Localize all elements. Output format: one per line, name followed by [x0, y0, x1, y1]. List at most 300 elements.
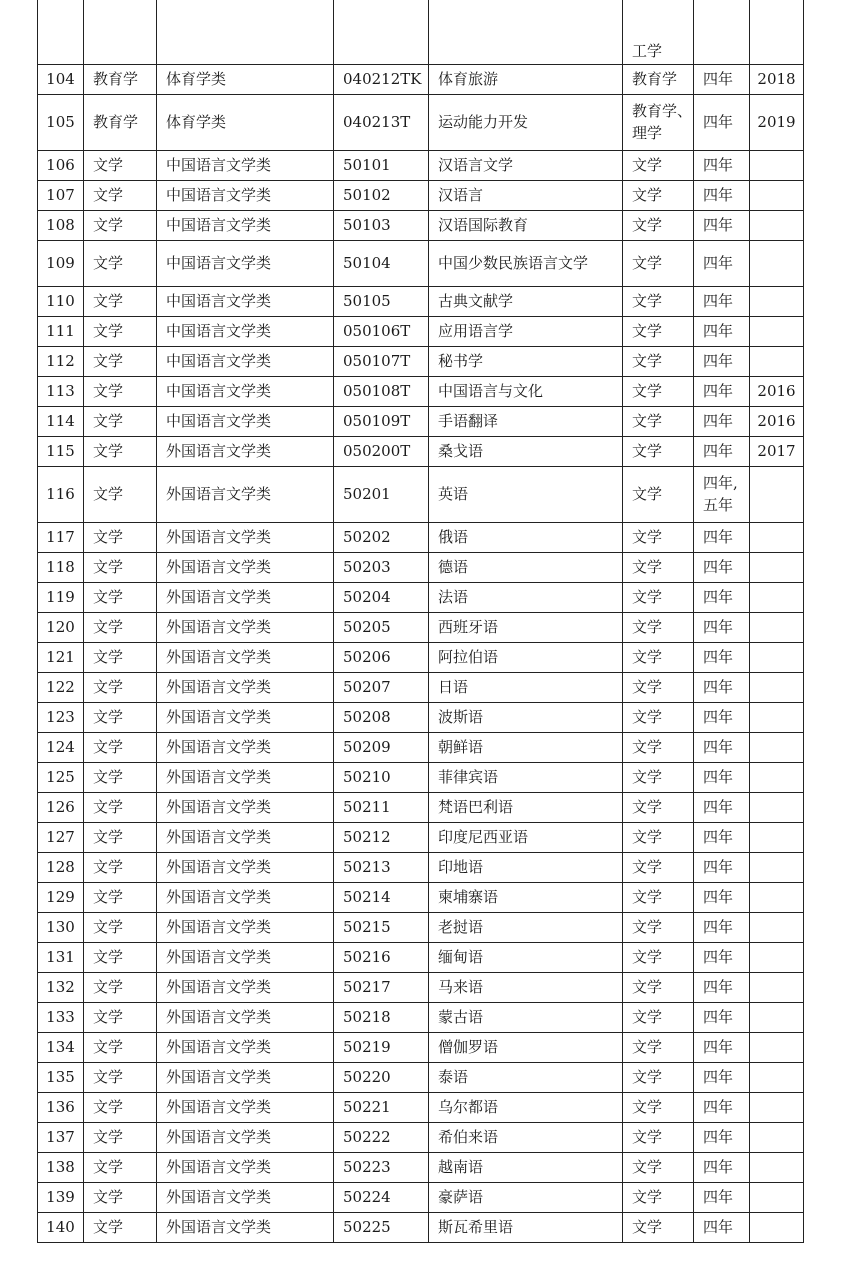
- cell-no: 109: [38, 240, 84, 286]
- cell-major: 蒙古语: [429, 1002, 623, 1032]
- cell-code: 50204: [334, 582, 429, 612]
- cell-field: 文学: [84, 702, 157, 732]
- cell-field: 文学: [84, 286, 157, 316]
- cell-category: 外国语言文学类: [157, 466, 334, 522]
- cell-years: 四年: [694, 1182, 750, 1212]
- cell-added-year: [750, 552, 804, 582]
- cell-years: 四年: [694, 376, 750, 406]
- cell-code: 50207: [334, 672, 429, 702]
- cell-years: 四年: [694, 1062, 750, 1092]
- cell-category: 中国语言文学类: [157, 316, 334, 346]
- table-row: [38, 1152, 804, 1182]
- cell-no: 125: [38, 762, 84, 792]
- cell-degree: 文学: [623, 702, 694, 732]
- cell-major: 老挝语: [429, 912, 623, 942]
- cell-category: 外国语言文学类: [157, 762, 334, 792]
- table-row: [38, 180, 804, 210]
- cell-added-year: [750, 882, 804, 912]
- cell-degree: 文学: [623, 1152, 694, 1182]
- cell-code: 50217: [334, 972, 429, 1002]
- table-row: [38, 822, 804, 852]
- cell-degree: 文学: [623, 286, 694, 316]
- cell-code: 50214: [334, 882, 429, 912]
- cell-category: 外国语言文学类: [157, 1182, 334, 1212]
- cell-no: 136: [38, 1092, 84, 1122]
- cell-major: 汉语言文学: [429, 150, 623, 180]
- cell-added-year: [750, 672, 804, 702]
- cell-degree: 文学: [623, 882, 694, 912]
- cell-no: 117: [38, 522, 84, 552]
- cell-added-year: [750, 612, 804, 642]
- cell-no: 134: [38, 1032, 84, 1062]
- cell-added-year: [750, 852, 804, 882]
- cell-degree: 文学: [623, 316, 694, 346]
- cell-code: 50103: [334, 210, 429, 240]
- cell-code: 50201: [334, 466, 429, 522]
- cell-major: 希伯来语: [429, 1122, 623, 1152]
- cell-field: 文学: [84, 732, 157, 762]
- majors-table: [37, 0, 804, 1243]
- cell-field: 文学: [84, 582, 157, 612]
- cell-added-year: [750, 466, 804, 522]
- cell-degree: 文学: [623, 1122, 694, 1152]
- cell-category: 体育学类: [157, 64, 334, 94]
- cell-field: 文学: [84, 1062, 157, 1092]
- cell-field: 文学: [84, 1212, 157, 1242]
- cell-added-year: [750, 210, 804, 240]
- cell-field: 文学: [84, 792, 157, 822]
- cell-category: 外国语言文学类: [157, 942, 334, 972]
- cell-field: 文学: [84, 1122, 157, 1152]
- cell-added-year: 2017: [750, 436, 804, 466]
- cell-years: 四年: [694, 1002, 750, 1032]
- table-row: [38, 1212, 804, 1242]
- cell-added-year: 2019: [750, 94, 804, 150]
- cell-major: 桑戈语: [429, 436, 623, 466]
- cell-no: 131: [38, 942, 84, 972]
- cell-added-year: [750, 642, 804, 672]
- cell-degree: 教育学: [623, 64, 694, 94]
- cell-added-year: [750, 1002, 804, 1032]
- table-row: [38, 642, 804, 672]
- cell-no: 114: [38, 406, 84, 436]
- cell-added-year: [750, 1032, 804, 1062]
- cell-code: [334, 0, 429, 64]
- cell-added-year: [750, 792, 804, 822]
- cell-no: 111: [38, 316, 84, 346]
- cell-code: 50223: [334, 1152, 429, 1182]
- cell-category: 外国语言文学类: [157, 1062, 334, 1092]
- cell-category: 中国语言文学类: [157, 286, 334, 316]
- cell-category: 外国语言文学类: [157, 1152, 334, 1182]
- cell-major: 应用语言学: [429, 316, 623, 346]
- cell-degree: 文学: [623, 240, 694, 286]
- cell-years: 四年: [694, 942, 750, 972]
- cell-years: 四年: [694, 612, 750, 642]
- cell-years: 四年: [694, 822, 750, 852]
- cell-field: 文学: [84, 436, 157, 466]
- cell-code: 50220: [334, 1062, 429, 1092]
- cell-added-year: [750, 732, 804, 762]
- cell-category: 外国语言文学类: [157, 522, 334, 552]
- cell-field: 文学: [84, 912, 157, 942]
- table-row: [38, 376, 804, 406]
- cell-category: 外国语言文学类: [157, 582, 334, 612]
- cell-code: 50211: [334, 792, 429, 822]
- cell-category: 外国语言文学类: [157, 822, 334, 852]
- cell-field: 文学: [84, 406, 157, 436]
- cell-category: 外国语言文学类: [157, 612, 334, 642]
- cell-no: 112: [38, 346, 84, 376]
- cell-added-year: [750, 1122, 804, 1152]
- cell-code: 50203: [334, 552, 429, 582]
- table-row: [38, 94, 804, 150]
- cell-no: 116: [38, 466, 84, 522]
- cell-major: 日语: [429, 672, 623, 702]
- cell-added-year: 2016: [750, 376, 804, 406]
- cell-major: 运动能力开发: [429, 94, 623, 150]
- cell-field: 文学: [84, 1032, 157, 1062]
- cell-field: 文学: [84, 376, 157, 406]
- cell-field: 文学: [84, 882, 157, 912]
- cell-years: 四年: [694, 672, 750, 702]
- cell-years: 四年: [694, 792, 750, 822]
- cell-major: 缅甸语: [429, 942, 623, 972]
- cell-no: 115: [38, 436, 84, 466]
- cell-field: 文学: [84, 612, 157, 642]
- cell-no: 129: [38, 882, 84, 912]
- cell-added-year: [750, 582, 804, 612]
- cell-category: 外国语言文学类: [157, 552, 334, 582]
- table-row: [38, 1092, 804, 1122]
- cell-no: 140: [38, 1212, 84, 1242]
- cell-major: 德语: [429, 552, 623, 582]
- cell-code: 50212: [334, 822, 429, 852]
- cell-years: 四年: [694, 210, 750, 240]
- cell-degree: 文学: [623, 612, 694, 642]
- cell-degree: 文学: [623, 852, 694, 882]
- cell-category: 中国语言文学类: [157, 376, 334, 406]
- cell-degree: 文学: [623, 466, 694, 522]
- cell-added-year: [750, 912, 804, 942]
- cell-field: 文学: [84, 822, 157, 852]
- cell-major: 古典文献学: [429, 286, 623, 316]
- cell-code: 50218: [334, 1002, 429, 1032]
- table-row: [38, 316, 804, 346]
- cell-added-year: [750, 942, 804, 972]
- table-row: [38, 912, 804, 942]
- cell-no: 105: [38, 94, 84, 150]
- cell-major: 阿拉伯语: [429, 642, 623, 672]
- cell-no: 124: [38, 732, 84, 762]
- cell-category: 中国语言文学类: [157, 240, 334, 286]
- cell-category: 外国语言文学类: [157, 672, 334, 702]
- cell-field: 文学: [84, 1152, 157, 1182]
- cell-years: 四年: [694, 702, 750, 732]
- cell-code: 50221: [334, 1092, 429, 1122]
- cell-category: 外国语言文学类: [157, 912, 334, 942]
- cell-code: 50209: [334, 732, 429, 762]
- cell-added-year: [750, 1152, 804, 1182]
- cell-years: 四年: [694, 1092, 750, 1122]
- cell-major: [429, 0, 623, 64]
- table-row: [38, 466, 804, 522]
- cell-years: 四年: [694, 522, 750, 552]
- cell-major: 西班牙语: [429, 612, 623, 642]
- table-row: [38, 732, 804, 762]
- cell-no: 130: [38, 912, 84, 942]
- cell-no: 106: [38, 150, 84, 180]
- cell-field: 文学: [84, 552, 157, 582]
- cell-no: 113: [38, 376, 84, 406]
- cell-degree: 工学: [623, 0, 694, 64]
- cell-degree: 文学: [623, 210, 694, 240]
- cell-code: 050109T: [334, 406, 429, 436]
- cell-years: 四年: [694, 1212, 750, 1242]
- table-row: [38, 702, 804, 732]
- cell-no: 133: [38, 1002, 84, 1032]
- cell-degree: 文学: [623, 1032, 694, 1062]
- cell-field: 文学: [84, 240, 157, 286]
- cell-no: 122: [38, 672, 84, 702]
- cell-field: 文学: [84, 346, 157, 376]
- cell-degree: 文学: [623, 732, 694, 762]
- cell-years: 四年: [694, 150, 750, 180]
- cell-code: 050106T: [334, 316, 429, 346]
- cell-no: 138: [38, 1152, 84, 1182]
- cell-added-year: [750, 822, 804, 852]
- cell-major: 中国语言与文化: [429, 376, 623, 406]
- table-row: [38, 1122, 804, 1152]
- cell-years: 四年: [694, 64, 750, 94]
- cell-field: 文学: [84, 210, 157, 240]
- cell-field: 文学: [84, 672, 157, 702]
- cell-code: 50208: [334, 702, 429, 732]
- cell-category: 外国语言文学类: [157, 1122, 334, 1152]
- cell-category: 外国语言文学类: [157, 1212, 334, 1242]
- cell-degree-line: 理学: [632, 124, 663, 142]
- table-row: [38, 672, 804, 702]
- cell-category: [157, 0, 334, 64]
- cell-field: 文学: [84, 642, 157, 672]
- cell-code: 50216: [334, 942, 429, 972]
- cell-added-year: [750, 1092, 804, 1122]
- table-row: [38, 286, 804, 316]
- cell-major: 乌尔都语: [429, 1092, 623, 1122]
- cell-years: 四年: [694, 436, 750, 466]
- cell-code: 050108T: [334, 376, 429, 406]
- cell-code: 50102: [334, 180, 429, 210]
- cell-years: 四年: [694, 762, 750, 792]
- cell-degree: 文学: [623, 972, 694, 1002]
- cell-added-year: 2018: [750, 64, 804, 94]
- cell-category: 外国语言文学类: [157, 702, 334, 732]
- cell-years: 四年: [694, 552, 750, 582]
- table-row: [38, 1182, 804, 1212]
- cell-degree: 文学: [623, 642, 694, 672]
- cell-major: 越南语: [429, 1152, 623, 1182]
- cell-field: [84, 0, 157, 64]
- cell-major: 英语: [429, 466, 623, 522]
- cell-degree: 文学: [623, 346, 694, 376]
- cell-no: 110: [38, 286, 84, 316]
- cell-degree: 文学: [623, 792, 694, 822]
- cell-years: 四年: [694, 346, 750, 376]
- cell-category: 中国语言文学类: [157, 406, 334, 436]
- table-row: [38, 882, 804, 912]
- cell-no: 128: [38, 852, 84, 882]
- cell-category: 外国语言文学类: [157, 1032, 334, 1062]
- table-row: [38, 240, 804, 286]
- cell-major: 体育旅游: [429, 64, 623, 94]
- cell-major: 手语翻译: [429, 406, 623, 436]
- table-row: [38, 792, 804, 822]
- cell-major: 汉语国际教育: [429, 210, 623, 240]
- cell-major: 梵语巴利语: [429, 792, 623, 822]
- cell-added-year: [750, 286, 804, 316]
- cell-code: 50219: [334, 1032, 429, 1062]
- cell-added-year: [750, 150, 804, 180]
- cell-field: 文学: [84, 1002, 157, 1032]
- cell-no: 132: [38, 972, 84, 1002]
- table-body: [38, 0, 804, 1242]
- cell-years-line: 五年: [703, 496, 734, 514]
- cell-major: 秘书学: [429, 346, 623, 376]
- cell-no: 104: [38, 64, 84, 94]
- cell-category: 外国语言文学类: [157, 642, 334, 672]
- cell-added-year: [750, 1212, 804, 1242]
- cell-years: 四年: [694, 286, 750, 316]
- cell-field: 文学: [84, 316, 157, 346]
- cell-degree: 文学: [623, 672, 694, 702]
- cell-no: 118: [38, 552, 84, 582]
- cell-years: 四年: [694, 240, 750, 286]
- cell-no: [38, 0, 84, 64]
- table-row: [38, 1032, 804, 1062]
- cell-degree: 文学: [623, 762, 694, 792]
- cell-field: 教育学: [84, 94, 157, 150]
- cell-degree: 文学: [623, 1182, 694, 1212]
- cell-category: 外国语言文学类: [157, 882, 334, 912]
- cell-degree: 文学: [623, 180, 694, 210]
- cell-code: 50205: [334, 612, 429, 642]
- cell-degree: 文学: [623, 822, 694, 852]
- cell-category: 外国语言文学类: [157, 436, 334, 466]
- cell-added-year: 2016: [750, 406, 804, 436]
- cell-no: 121: [38, 642, 84, 672]
- cell-field: 文学: [84, 762, 157, 792]
- cell-category: 外国语言文学类: [157, 792, 334, 822]
- table-row: [38, 346, 804, 376]
- cell-category: 中国语言文学类: [157, 150, 334, 180]
- cell-years: 四年: [694, 180, 750, 210]
- table-row: [38, 1062, 804, 1092]
- cell-category: 外国语言文学类: [157, 852, 334, 882]
- table-row: [38, 150, 804, 180]
- cell-major: 菲律宾语: [429, 762, 623, 792]
- cell-added-year: [750, 0, 804, 64]
- cell-no: 127: [38, 822, 84, 852]
- cell-degree: 文学: [623, 406, 694, 436]
- cell-code: 50210: [334, 762, 429, 792]
- cell-years: 四年: [694, 316, 750, 346]
- cell-code: 50224: [334, 1182, 429, 1212]
- cell-category: 体育学类: [157, 94, 334, 150]
- cell-degree: 文学: [623, 942, 694, 972]
- cell-years: 四年: [694, 1122, 750, 1152]
- cell-code: 50225: [334, 1212, 429, 1242]
- cell-code: 50101: [334, 150, 429, 180]
- cell-major: 法语: [429, 582, 623, 612]
- cell-degree: 文学: [623, 912, 694, 942]
- cell-added-year: [750, 972, 804, 1002]
- cell-added-year: [750, 1182, 804, 1212]
- cell-category: 中国语言文学类: [157, 180, 334, 210]
- cell-degree: [623, 94, 694, 150]
- cell-code: 040212TK: [334, 64, 429, 94]
- cell-category: 中国语言文学类: [157, 210, 334, 240]
- cell-no: 135: [38, 1062, 84, 1092]
- cell-added-year: [750, 180, 804, 210]
- cell-years: 四年: [694, 582, 750, 612]
- cell-category: 外国语言文学类: [157, 732, 334, 762]
- cell-no: 120: [38, 612, 84, 642]
- cell-category: 外国语言文学类: [157, 972, 334, 1002]
- cell-field: 文学: [84, 522, 157, 552]
- table-row: [38, 64, 804, 94]
- cell-years: 四年: [694, 732, 750, 762]
- cell-code: 50104: [334, 240, 429, 286]
- cell-no: 119: [38, 582, 84, 612]
- cell-field: 文学: [84, 466, 157, 522]
- cell-degree: 文学: [623, 1002, 694, 1032]
- cell-no: 137: [38, 1122, 84, 1152]
- cell-code: 50215: [334, 912, 429, 942]
- cell-field: 文学: [84, 180, 157, 210]
- cell-major: 僧伽罗语: [429, 1032, 623, 1062]
- cell-field: 文学: [84, 972, 157, 1002]
- table-row: [38, 1002, 804, 1032]
- cell-degree: 文学: [623, 1062, 694, 1092]
- cell-added-year: [750, 702, 804, 732]
- cell-added-year: [750, 1062, 804, 1092]
- cell-code: 040213T: [334, 94, 429, 150]
- cell-no: 139: [38, 1182, 84, 1212]
- cell-code: 050107T: [334, 346, 429, 376]
- cell-degree: 文学: [623, 150, 694, 180]
- cell-years: 四年: [694, 912, 750, 942]
- cell-degree: 文学: [623, 552, 694, 582]
- cell-years: 四年: [694, 1152, 750, 1182]
- table-row: [38, 972, 804, 1002]
- cell-degree: 文学: [623, 1212, 694, 1242]
- cell-major: 俄语: [429, 522, 623, 552]
- cell-years: 四年: [694, 852, 750, 882]
- cell-major: 印度尼西亚语: [429, 822, 623, 852]
- cell-no: 108: [38, 210, 84, 240]
- cell-added-year: [750, 522, 804, 552]
- cell-field: 文学: [84, 150, 157, 180]
- table-row: [38, 436, 804, 466]
- cell-years: 四年: [694, 94, 750, 150]
- table-row: [38, 852, 804, 882]
- cell-category: 外国语言文学类: [157, 1092, 334, 1122]
- cell-added-year: [750, 762, 804, 792]
- cell-major: 豪萨语: [429, 1182, 623, 1212]
- cell-years: 四年: [694, 882, 750, 912]
- cell-field: 教育学: [84, 64, 157, 94]
- cell-code: 50202: [334, 522, 429, 552]
